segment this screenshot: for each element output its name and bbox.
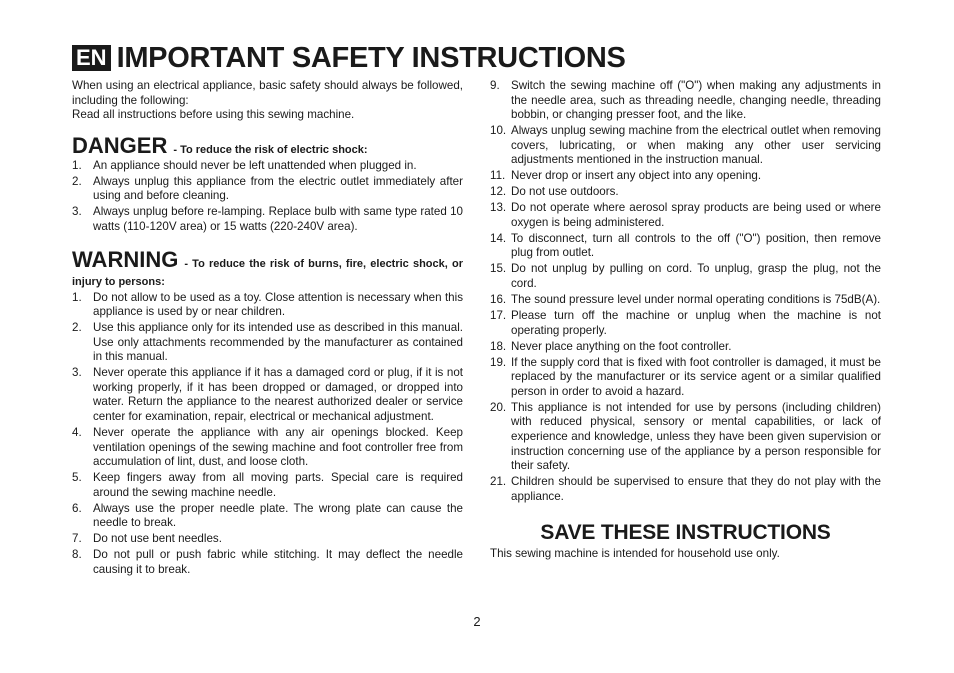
list-item xyxy=(490,293,881,308)
item-number: 12. xyxy=(490,185,507,199)
item-text: Never drop or insert any object into any opening. xyxy=(511,169,762,183)
item-number: 2. xyxy=(72,321,82,335)
list-item xyxy=(490,79,881,123)
item-text: Never operate the appliance with any air openings blocked. Keep ventilation openings of the sewing machine and foot controller free from accumulation of lint, dust, and loose cloth. xyxy=(93,426,463,469)
item-number: 8. xyxy=(72,548,82,562)
item-number: 7. xyxy=(72,532,82,546)
item-text: Switch the sewing machine off ("O") when making any adjustments in the needle area, such as threading needle, changing needle, threading bobbin, or changing presser foot, and the like. xyxy=(511,79,881,122)
list-item xyxy=(72,321,463,365)
item-number: 9. xyxy=(490,79,500,92)
warning-label: WARNING xyxy=(72,246,179,272)
intro-read-all: Read all instructions before using this sewing machine. xyxy=(72,108,355,122)
list-item xyxy=(490,262,881,291)
list-item xyxy=(490,124,881,168)
item-text: Do not operate where aerosol spray products are being used or where oxygen is being administered. xyxy=(511,201,881,229)
item-number: 21. xyxy=(490,475,507,489)
list-item xyxy=(72,205,463,234)
list-item xyxy=(490,232,881,261)
list-item xyxy=(490,340,881,355)
list-item xyxy=(72,366,463,424)
list-item xyxy=(490,201,881,230)
list-item xyxy=(72,426,463,470)
item-text: Always unplug this appliance from the electric outlet immediately after using and before cleaning. xyxy=(93,174,463,203)
item-number: 20. xyxy=(490,400,507,414)
item-number: 17. xyxy=(490,309,507,323)
item-number: 11. xyxy=(490,169,506,183)
item-number: 4. xyxy=(72,426,82,440)
item-number: 18. xyxy=(490,339,507,353)
item-text: Do not allow to be used as a toy. Close attention is necessary when this appliance is used by or near children. xyxy=(93,290,463,319)
item-text: Do not pull or push fabric while stitching. It may deflect the needle causing it to break. xyxy=(93,548,463,576)
warning-list-right xyxy=(490,79,881,504)
page-number: 2 xyxy=(473,614,481,629)
warning-list-left xyxy=(72,291,463,578)
item-text: Always unplug sewing machine from the electrical outlet when removing covers, lubricating, or when making any other user servicing adjustments mentioned in the instruction manual. xyxy=(511,124,881,167)
list-item xyxy=(490,475,881,504)
item-number: 6. xyxy=(72,501,82,515)
item-text: Do not use bent needles. xyxy=(93,532,222,546)
list-item xyxy=(490,309,881,338)
household-use-note: This sewing machine is intended for household use only. xyxy=(490,546,780,560)
list-item xyxy=(490,356,881,400)
item-number: 3. xyxy=(72,205,82,219)
list-item xyxy=(72,291,463,320)
list-item xyxy=(72,548,463,577)
item-number: 15. xyxy=(490,262,507,276)
left-column xyxy=(72,79,463,579)
danger-subtitle: - To reduce the risk of electric shock: xyxy=(173,143,368,156)
item-number: 3. xyxy=(72,366,82,380)
item-text: Never operate this appliance if it has a damaged cord or plug, if it is not working properly, if it has been dropped or damaged, or dropped into water. Return the appliance to the nearest authorized dealer or service center for examination, repair, electrical or mechanical adjustment. xyxy=(93,366,463,424)
item-number: 13. xyxy=(490,201,507,215)
item-number: 16. xyxy=(490,293,507,307)
item-text: Do not use outdoors. xyxy=(511,185,619,199)
item-text: Children should be supervised to ensure that they do not play with the appliance. xyxy=(511,475,881,503)
page-title: IMPORTANT SAFETY INSTRUCTIONS xyxy=(116,42,626,74)
item-number: 1. xyxy=(72,290,82,304)
item-text: If the supply cord that is fixed with foot controller is damaged, it must be replaced by the manufacturer or its service agent or a similar qualified person in order to avoid a hazard. xyxy=(511,355,881,398)
list-item xyxy=(72,502,463,531)
item-text: An appliance should never be left unattended when plugged in. xyxy=(93,158,417,172)
item-text: Always unplug before re-lamping. Replace bulb with same type rated 10 watts (110-120V area) or 15 watts (220-240V area). xyxy=(93,205,463,233)
save-instructions-heading: SAVE THESE INSTRUCTIONS xyxy=(540,521,831,545)
item-text: Do not unplug by pulling on cord. To unplug, grasp the plug, not the cord. xyxy=(511,262,881,291)
warning-subtitle: - To reduce the risk of burns, fire, electric shock, or injury to persons: xyxy=(72,257,463,288)
list-item xyxy=(490,401,881,474)
item-number: 14. xyxy=(490,231,507,245)
intro-paragraph: When using an electrical appliance, basic safety should always be followed, including the following: xyxy=(72,79,463,107)
item-text: Never place anything on the foot controller. xyxy=(511,339,732,353)
item-text: Please turn off the machine or unplug when the machine is not operating properly. xyxy=(511,309,881,337)
list-item xyxy=(72,532,463,547)
item-number: 1. xyxy=(72,158,82,172)
danger-list xyxy=(72,159,463,235)
danger-label: DANGER xyxy=(72,132,168,158)
right-column xyxy=(490,79,881,562)
item-number: 5. xyxy=(72,471,82,485)
page-header xyxy=(72,42,626,74)
item-text: Use this appliance only for its intended use as described in this manual. Use only attachments recommended by the manufacturer as contained in this manual. xyxy=(93,321,463,364)
item-text: This appliance is not intended for use by persons (including children) with reduced physical, sensory or mental capabilities, or lack of experience and knowledge, unless they have been given supervision or instruction concerning use of the appliance by a person responsible for their safety. xyxy=(511,400,881,473)
item-text: Always use the proper needle plate. The wrong plate can cause the needle to break. xyxy=(93,501,463,530)
item-number: 10. xyxy=(490,124,507,138)
language-badge: EN xyxy=(72,45,111,71)
list-item xyxy=(72,175,463,204)
item-number: 19. xyxy=(490,355,507,369)
danger-heading xyxy=(72,132,463,159)
item-text: Keep fingers away from all moving parts. Special care is required around the sewing machine needle. xyxy=(93,471,463,499)
item-text: To disconnect, turn all controls to the off ("O") position, then remove plug from outlet. xyxy=(511,231,881,260)
list-item xyxy=(490,185,881,200)
list-item xyxy=(490,169,881,184)
list-item xyxy=(72,471,463,500)
item-text: The sound pressure level under normal operating conditions is 75dB(A). xyxy=(511,293,881,307)
item-number: 2. xyxy=(72,174,82,188)
warning-heading xyxy=(72,246,463,291)
list-item xyxy=(72,159,463,174)
